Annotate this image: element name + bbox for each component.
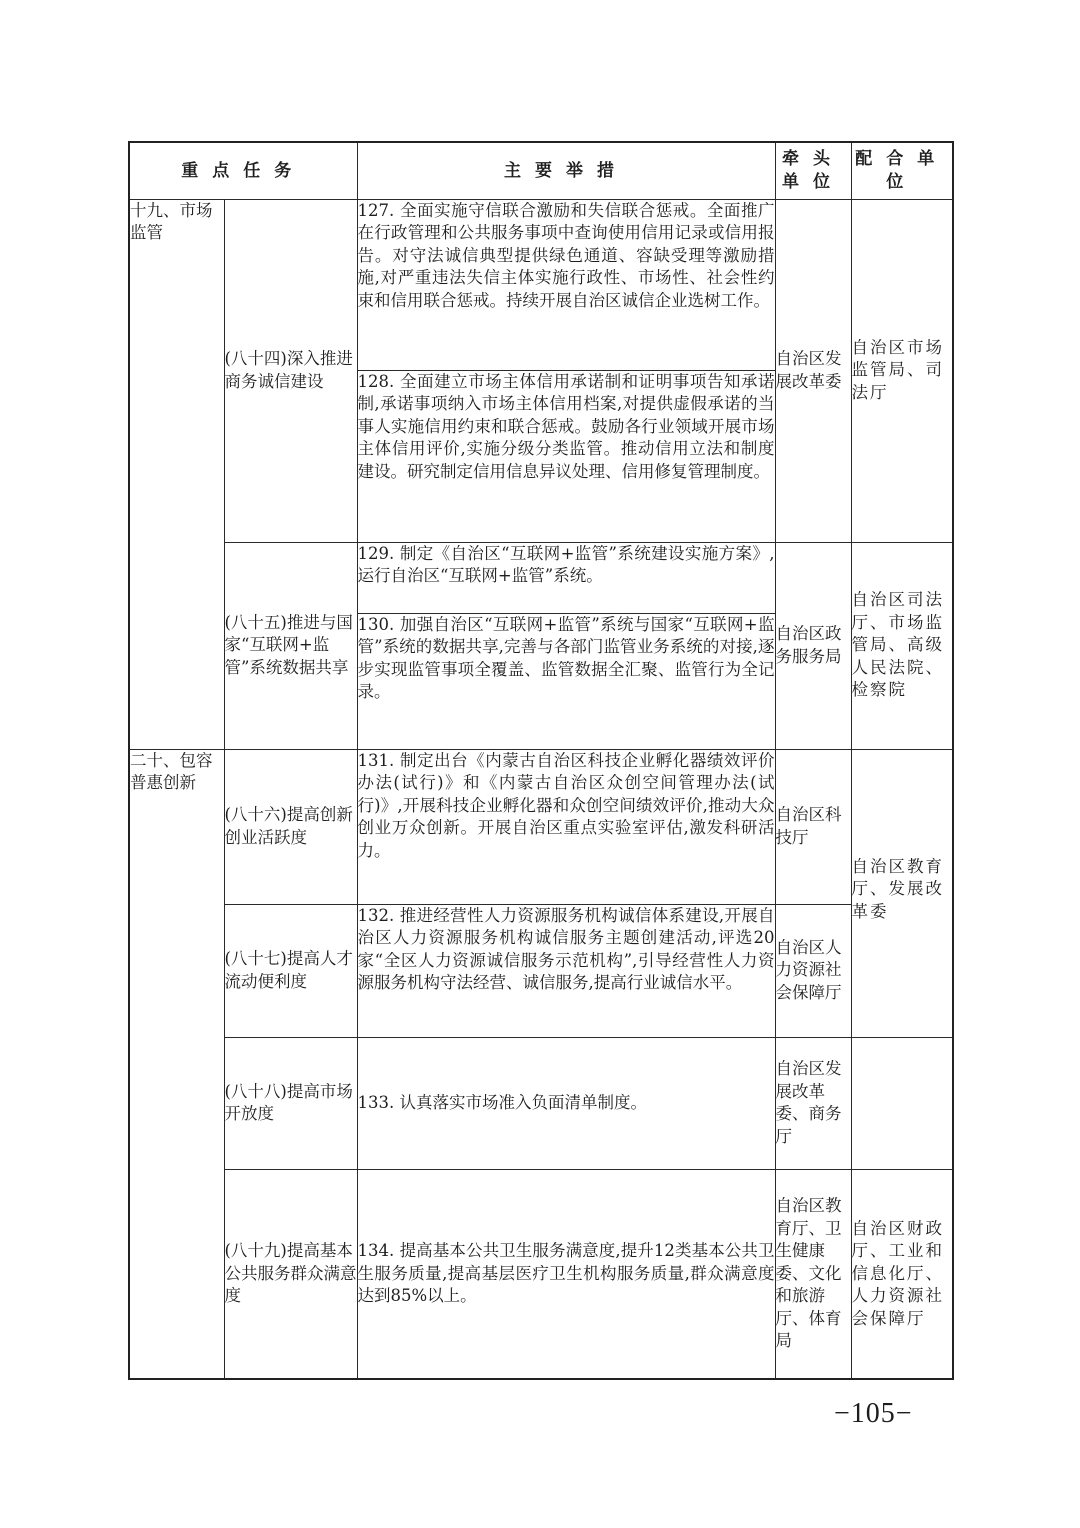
header-lead-unit: 牵头单位	[775, 142, 851, 199]
lead-unit-cell: 自治区教育厅、卫生健康委、文化和旅游厅、体育局	[775, 1169, 851, 1379]
measure-cell: 133. 认真落实市场准入负面清单制度。	[357, 1037, 775, 1169]
coop-unit-cell: 自治区教育厅、发展改革委	[851, 749, 953, 1037]
table-row	[129, 542, 953, 613]
table-row	[129, 1037, 953, 1169]
measure-cell: 134. 提高基本公共卫生服务满意度,提升12类基本公共卫生服务质量,提高基层医疗卫生机构服务质量,群众满意度达到85%以上。	[357, 1169, 775, 1379]
measure-cell: 131. 制定出台《内蒙古自治区科技企业孵化器绩效评价办法(试行)》和《内蒙古自治区众创空间管理办法(试行)》,开展科技企业孵化器和众创空间绩效评价,推动大众创业万众创新。开展自治区重点实验室评估,激发科研活力。	[357, 749, 775, 904]
header-key-task: 重点任务	[129, 142, 357, 199]
header-main-measures: 主要举措	[357, 142, 775, 199]
lead-unit-cell: 自治区人力资源社会保障厅	[775, 904, 851, 1037]
table-row	[129, 904, 953, 1037]
task-cell: (八十六)提高创新创业活跃度	[224, 749, 357, 904]
measure-cell: 128. 全面建立市场主体信用承诺制和证明事项告知承诺制,承诺事项纳入市场主体信用档案,对提供虚假承诺的当事人实施信用约束和联合惩戒。鼓励各行业领域开展市场主体信用评价,实施分级分类监管。推动信用立法和制度建设。研究制定信用信息异议处理、信用修复管理制度。	[357, 370, 775, 542]
lead-unit-cell: 自治区科技厅	[775, 749, 851, 904]
category-cell: 十九、市场监管	[129, 199, 224, 749]
lead-unit-cell: 自治区发展改革委、商务厅	[775, 1037, 851, 1169]
measure-cell: 127. 全面实施守信联合激励和失信联合惩戒。全面推广在行政管理和公共服务事项中查询使用信用记录或信用报告。对守法诚信典型提供绿色通道、容缺受理等激励措施,对严重违法失信主体实施行政性、市场性、社会性约束和信用联合惩戒。持续开展自治区诚信企业选树工作。	[357, 199, 775, 370]
measure-cell: 129. 制定《自治区“互联网+监管”系统建设实施方案》,运行自治区“互联网+监管”系统。	[357, 542, 775, 613]
table-row	[129, 199, 953, 370]
coop-unit-cell: 自治区市场监管局、司法厅	[851, 199, 953, 542]
task-cell: (八十八)提高市场开放度	[224, 1037, 357, 1169]
page-number: −105−	[834, 1398, 913, 1429]
table-row	[129, 749, 953, 904]
table-row	[129, 1169, 953, 1379]
task-cell: (八十九)提高基本公共服务群众满意度	[224, 1169, 357, 1379]
task-cell: (八十五)推进与国家“互联网+监管”系统数据共享	[224, 542, 357, 749]
task-table	[128, 141, 954, 1380]
lead-unit-cell: 自治区政务服务局	[775, 542, 851, 749]
coop-unit-cell: 自治区司法厅、市场监管局、高级人民法院、检察院	[851, 542, 953, 749]
category-cell: 二十、包容普惠创新	[129, 749, 224, 1379]
table-header-row	[129, 142, 953, 199]
coop-unit-cell	[851, 1037, 953, 1169]
measure-cell: 130. 加强自治区“互联网+监管”系统与国家“互联网+监管”系统的数据共享,完善与各部门监管业务系统的对接,逐步实现监管事项全覆盖、监管数据全汇聚、监管行为全记录。	[357, 613, 775, 749]
lead-unit-cell: 自治区发展改革委	[775, 199, 851, 542]
header-coop-unit: 配合单位	[851, 142, 953, 199]
task-cell: (八十七)提高人才流动便利度	[224, 904, 357, 1037]
coop-unit-cell: 自治区财政厅、工业和信息化厅、人力资源社会保障厅	[851, 1169, 953, 1379]
measure-cell: 132. 推进经营性人力资源服务机构诚信体系建设,开展自治区人力资源服务机构诚信服务主题创建活动,评选20家“全区人力资源诚信服务示范机构”,引导经营性人力资源服务机构守法经营、诚信服务,提高行业诚信水平。	[357, 904, 775, 1037]
task-cell: (八十四)深入推进商务诚信建设	[224, 199, 357, 542]
